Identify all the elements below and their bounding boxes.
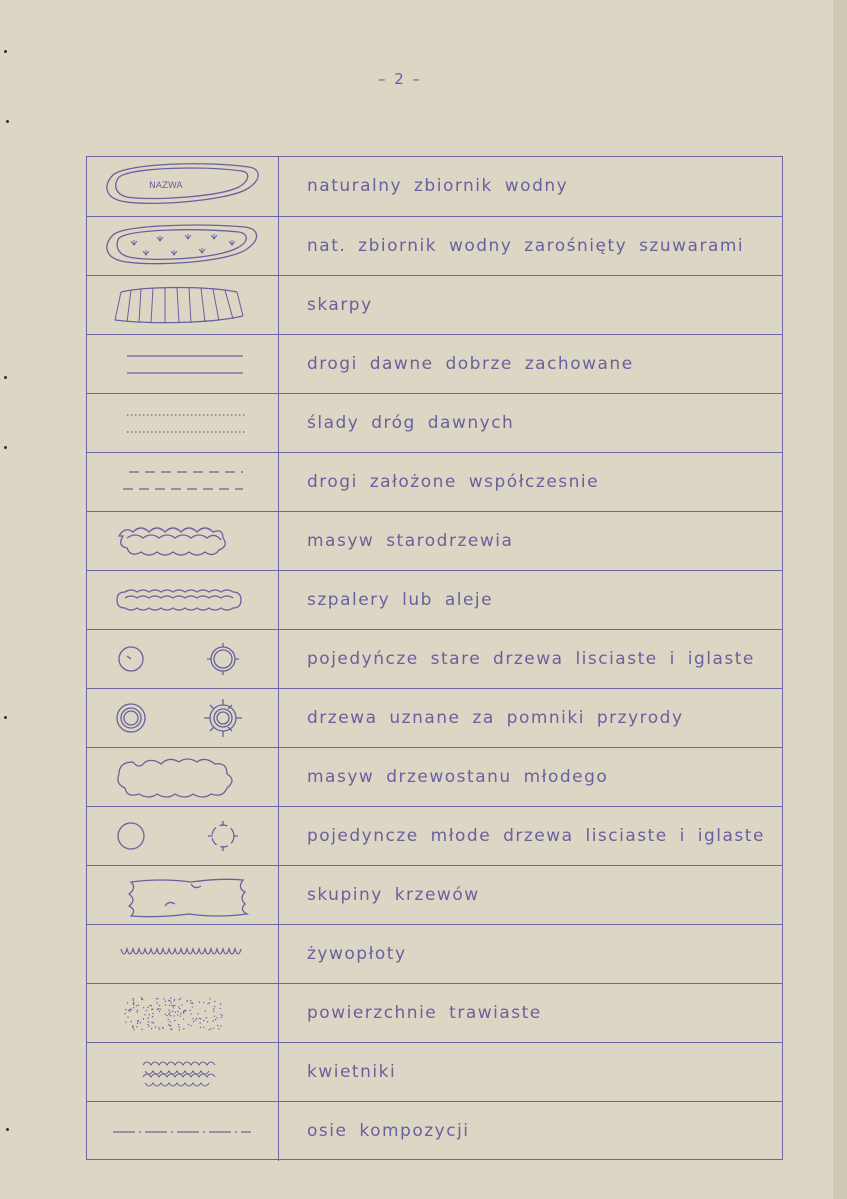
grass-dot — [192, 1018, 193, 1019]
grass-dot — [133, 998, 134, 999]
legend-row — [87, 925, 782, 984]
grass-dot — [173, 1000, 174, 1001]
grass-dot — [172, 1011, 173, 1012]
grass-dot — [168, 1013, 169, 1014]
grass-dot — [158, 1008, 159, 1009]
grass-dot — [180, 1013, 181, 1014]
grass-dot — [209, 1029, 210, 1030]
grass-dot — [174, 999, 175, 1000]
grass-dot — [159, 1011, 160, 1012]
grass-dot — [168, 1019, 169, 1020]
grass-dot — [158, 1027, 159, 1028]
legend-row — [87, 866, 782, 925]
grass-dot — [162, 1027, 163, 1028]
hedge-icon — [87, 925, 279, 983]
grass-dot — [159, 1005, 160, 1006]
grass-dot — [213, 1011, 214, 1012]
shrub-groups-icon — [87, 866, 279, 924]
grass-dot — [213, 1008, 214, 1009]
grass-dot — [160, 1009, 161, 1010]
grass-dot — [174, 1020, 175, 1021]
grass-dot — [198, 1013, 199, 1014]
grass-dot — [220, 1025, 221, 1026]
legend-label: szpalery lub aleje — [307, 590, 494, 610]
flowerbed-icon — [87, 1043, 279, 1101]
grass-dot — [151, 1022, 152, 1023]
grass-dot — [171, 1005, 172, 1006]
grass-dot — [170, 997, 171, 998]
grass-dot — [169, 1011, 170, 1012]
grass-dot — [131, 1009, 132, 1010]
grass-dot — [157, 998, 158, 999]
legend-row — [87, 1102, 782, 1161]
single-old-trees-icon — [87, 630, 279, 688]
grass-dot — [136, 1012, 137, 1013]
legend-label: naturalny zbiornik wodny — [307, 176, 569, 196]
grass-dot — [129, 1011, 130, 1012]
grass-dot — [168, 1000, 169, 1001]
grass-dot — [169, 1005, 170, 1006]
grass-dot — [166, 1015, 167, 1016]
grass-dot — [149, 1014, 150, 1015]
grass-dot — [218, 1028, 219, 1029]
legend-row — [87, 984, 782, 1043]
grass-dot — [178, 999, 179, 1000]
legend-row — [87, 807, 782, 866]
margin-mark — [4, 716, 7, 719]
grass-dot — [203, 1027, 204, 1028]
grass-dot — [133, 1029, 134, 1030]
grass-dot — [220, 1014, 221, 1015]
grass-dot — [209, 998, 210, 999]
grass-dot — [183, 1012, 184, 1013]
grass-dot — [136, 1005, 137, 1006]
grass-dot — [124, 1013, 125, 1014]
legend-label: osie kompozycji — [307, 1121, 470, 1141]
grass-dot — [200, 1018, 201, 1019]
grass-dot — [192, 1003, 193, 1004]
grass-dot — [216, 1017, 217, 1018]
grass-dot — [179, 1029, 180, 1030]
grass-dot — [148, 1021, 149, 1022]
legend-label: drogi dawne dobrze zachowane — [307, 354, 634, 374]
page-number: – 2 – — [377, 70, 423, 88]
grass-dot — [199, 1002, 200, 1003]
grass-dot — [181, 1004, 182, 1005]
grass-dot — [183, 1028, 184, 1029]
grass-dot — [156, 998, 157, 999]
legend-label: masyw drzewostanu młodego — [307, 767, 609, 787]
grass-dot — [203, 1020, 204, 1021]
grass-dot — [175, 1012, 176, 1013]
grass-dot — [210, 1028, 211, 1029]
grass-dot — [177, 1011, 178, 1012]
grass-dot — [133, 1000, 134, 1001]
grass-dot — [185, 1010, 186, 1011]
symbol-text: NAZWA — [149, 181, 183, 191]
grass-dot — [190, 1002, 191, 1003]
grass-dot — [190, 1000, 191, 1001]
legend-row — [87, 157, 782, 217]
legend-row — [87, 217, 782, 276]
grass-dot — [217, 1025, 218, 1026]
grass-dot — [168, 1009, 169, 1010]
grass-dot — [183, 1018, 184, 1019]
old-road-traces-icon — [87, 394, 279, 452]
grass-dot — [179, 1008, 180, 1009]
grass-dot — [190, 1025, 191, 1026]
grass-dot — [137, 1023, 138, 1024]
grass-dot — [149, 1005, 150, 1006]
grass-dot — [165, 1001, 166, 1002]
grass-dot — [192, 1006, 193, 1007]
legend-row — [87, 512, 782, 571]
grass-dot — [214, 1016, 215, 1017]
grass-dot — [144, 1014, 145, 1015]
legend-table — [86, 156, 783, 1160]
grass-dot — [127, 1002, 128, 1003]
grass-surface-icon — [87, 984, 279, 1042]
grass-dot — [173, 1015, 174, 1016]
grass-dot — [133, 1002, 134, 1003]
grass-dot — [127, 1017, 128, 1018]
legend-row — [87, 453, 782, 512]
legend-row — [87, 1043, 782, 1102]
grass-dot — [147, 1017, 148, 1018]
single-young-trees-icon — [87, 807, 279, 865]
legend-row — [87, 630, 782, 689]
grass-dot — [125, 1022, 126, 1023]
grass-dot — [138, 1005, 139, 1006]
margin-mark — [4, 50, 7, 53]
grass-dot — [177, 1014, 178, 1015]
grass-dot — [165, 1004, 166, 1005]
legend-row — [87, 748, 782, 807]
grass-dot — [199, 1018, 200, 1019]
grass-dot — [163, 998, 164, 999]
grass-dot — [173, 1007, 174, 1008]
grass-dot — [199, 1022, 200, 1023]
margin-mark — [6, 120, 9, 123]
grass-dot — [178, 1006, 179, 1007]
grass-dot — [148, 1026, 149, 1027]
grass-dot — [152, 1009, 153, 1010]
margin-mark — [6, 1128, 9, 1131]
grass-dot — [141, 1029, 142, 1030]
legend-row — [87, 571, 782, 630]
grass-dot — [147, 1024, 148, 1025]
legend-row — [87, 689, 782, 748]
grass-dot — [174, 1005, 175, 1006]
grass-dot — [196, 1018, 197, 1019]
grass-dot — [128, 1010, 129, 1011]
grass-dot — [220, 1008, 221, 1009]
grass-dot — [125, 1009, 126, 1010]
grass-dot — [209, 1002, 210, 1003]
grass-dot — [151, 1005, 152, 1006]
grass-dot — [207, 1021, 208, 1022]
grass-dot — [195, 1020, 196, 1021]
margin-mark — [4, 376, 7, 379]
grass-dot — [205, 1011, 206, 1012]
legend-label: pojedyncze młode drzewa lisciaste i iglaste — [307, 826, 765, 846]
grass-dot — [155, 1026, 156, 1027]
legend-row — [87, 335, 782, 394]
grass-dot — [159, 1029, 160, 1030]
reed-water-body-icon — [87, 217, 279, 275]
grass-dot — [133, 1007, 134, 1008]
grass-dot — [203, 1002, 204, 1003]
grass-dot — [193, 1021, 194, 1022]
legend-label: skarpy — [307, 295, 373, 315]
grass-dot — [132, 1026, 133, 1027]
page-edge — [833, 0, 847, 1199]
grass-dot — [152, 1013, 153, 1014]
legend-label: skupiny krzewów — [307, 885, 480, 905]
grass-dot — [143, 1018, 144, 1019]
grass-dot — [147, 1007, 148, 1008]
legend-row — [87, 276, 782, 335]
grass-dot — [156, 1002, 157, 1003]
grass-dot — [200, 1027, 201, 1028]
legend-label: pojedyńcze stare drzewa lisciaste i iglaste — [307, 649, 755, 669]
grass-dot — [186, 1001, 187, 1002]
natural-monument-trees-icon — [87, 689, 279, 747]
legend-label: kwietniki — [307, 1062, 397, 1082]
legend-label: powierzchnie trawiaste — [307, 1003, 542, 1023]
grass-dot — [130, 1021, 131, 1022]
grass-dot — [153, 1022, 154, 1023]
grass-dot — [213, 1028, 214, 1029]
grass-dot — [129, 1009, 130, 1010]
grass-dot — [171, 1029, 172, 1030]
legend-label: drogi założone współczesnie — [307, 472, 600, 492]
composition-axis-icon — [87, 1102, 279, 1161]
grass-dot — [170, 1015, 171, 1016]
grass-dot — [143, 1007, 144, 1008]
grass-dot — [169, 1025, 170, 1026]
grass-dot — [138, 1020, 139, 1021]
old-tree-massif-icon — [87, 512, 279, 570]
legend-label: ślady dróg dawnych — [307, 413, 515, 433]
modern-road-icon — [87, 453, 279, 511]
grass-dot — [171, 1002, 172, 1003]
grass-dot — [180, 1015, 181, 1016]
grass-dot — [169, 1021, 170, 1022]
margin-mark — [4, 446, 7, 449]
grass-dot — [165, 1014, 166, 1015]
grass-dot — [146, 1010, 147, 1011]
grass-dot — [191, 1013, 192, 1014]
grass-dot — [207, 1003, 208, 1004]
grass-dot — [222, 1015, 223, 1016]
grass-dot — [137, 1010, 138, 1011]
natural-water-body-icon — [87, 157, 279, 216]
grass-dot — [178, 1026, 179, 1027]
grass-dot — [151, 1028, 152, 1029]
grass-dot — [178, 1024, 179, 1025]
grass-dot — [213, 1020, 214, 1021]
grass-dot — [190, 1010, 191, 1011]
legend-row — [87, 394, 782, 453]
grass-dot — [220, 1003, 221, 1004]
grass-dot — [133, 1004, 134, 1005]
grass-dot — [180, 998, 181, 999]
grass-dot — [214, 1006, 215, 1007]
grass-dot — [221, 1017, 222, 1018]
grass-dot — [152, 1016, 153, 1017]
grass-dot — [188, 1024, 189, 1025]
young-tree-massif-icon — [87, 748, 279, 806]
escarpment-icon — [87, 276, 279, 334]
grass-dot — [136, 1026, 137, 1027]
grass-dot — [173, 1005, 174, 1006]
old-road-well-preserved-icon — [87, 335, 279, 393]
legend-label: nat. zbiornik wodny zarośnięty szuwarami — [307, 236, 745, 256]
grass-dot — [132, 1027, 133, 1028]
grass-dot — [140, 1022, 141, 1023]
legend-label: drzewa uznane za pomniki przyrody — [307, 708, 684, 728]
tree-rows-alleys-icon — [87, 571, 279, 629]
grass-dot — [206, 1017, 207, 1018]
legend-label: żywopłoty — [307, 944, 407, 964]
grass-dot — [141, 997, 142, 998]
legend-label: masyw starodrzewia — [307, 531, 514, 551]
grass-dot — [215, 1019, 216, 1020]
grass-dot — [214, 1001, 215, 1002]
